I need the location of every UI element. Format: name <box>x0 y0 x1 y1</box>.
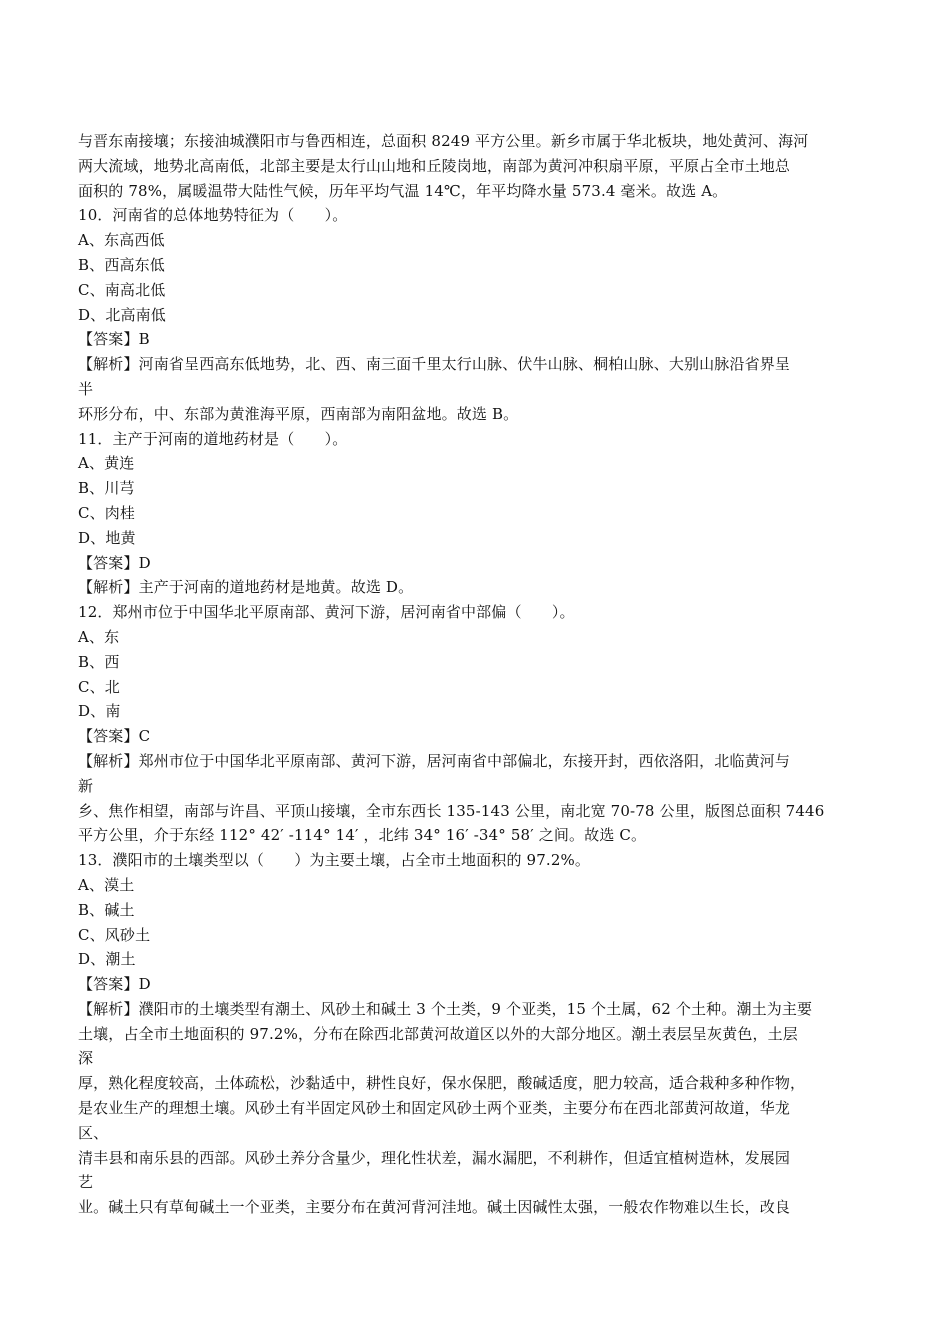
option-a: A、东 <box>78 627 120 646</box>
option-c: C、南高北低 <box>78 280 166 299</box>
explanation: 是农业生产的理想土壤。风砂土有半固定风砂土和固定风砂土两个亚类，主要分布在西北部黄河故道，华龙 <box>78 1099 791 1118</box>
explanation: 【解析】河南省呈西高东低地势，北、西、南三面千里太行山脉、伏牛山脉、桐柏山脉、大别山脉沿省界呈 <box>78 355 791 374</box>
question-13: 13．濮阳市的土壤类型以（ ）为主要土壤，占全市土地面积的 97.2%。 <box>78 851 591 870</box>
question-10: 10．河南省的总体地势特征为（ ）。 <box>78 206 348 225</box>
answer: 【答案】D <box>78 553 151 572</box>
explanation: 乡、焦作相望，南部与许昌、平顶山接壤，全市东西长 135-143 公里，南北宽 70-78 公里，版图总面积 7446 <box>78 801 825 820</box>
option-c: C、北 <box>78 677 120 696</box>
answer: 【答案】D <box>78 975 151 994</box>
explanation: 【解析】濮阳市的土壤类型有潮土、风砂土和碱土 3 个土类，9 个亚类，15 个土属，62 个土种。潮土为主要 <box>78 999 813 1018</box>
explanation: 平方公里，介于东经 112° 42′ -114° 14′ ，北纬 34° 16′ -34° 58′ 之间。故选 C。 <box>78 826 647 845</box>
explanation: 【解析】主产于河南的道地药材是地黄。故选 D。 <box>78 578 414 597</box>
option-c: C、肉桂 <box>78 503 136 522</box>
option-d: D、南 <box>78 702 121 721</box>
question-12: 12．郑州市位于中国华北平原南部、黄河下游，居河南省中部偏（ ）。 <box>78 603 575 622</box>
text-line: 两大流域，地势北高南低，北部主要是太行山山地和丘陵岗地，南部为黄河冲积扇平原，平原占全市土地总 <box>78 156 791 175</box>
option-a: A、黄连 <box>78 454 135 473</box>
document-page <box>78 129 878 1220</box>
option-d: D、地黄 <box>78 528 136 547</box>
option-a: A、漠土 <box>78 875 135 894</box>
explanation: 【解析】郑州市位于中国华北平原南部、黄河下游，居河南省中部偏北，东接开封，西依洛阳，北临黄河与 <box>78 751 791 770</box>
option-b: B、西 <box>78 652 120 671</box>
text-line: 面积的 78%，属暖温带大陆性气候，历年平均气温 14℃，年平均降水量 573.4 毫米。故选 A。 <box>78 181 728 200</box>
explanation: 清丰县和南乐县的西部。风砂土养分含量少，理化性状差，漏水漏肥，不利耕作，但适宜植树造林，发展园 <box>78 1148 791 1167</box>
explanation: 土壤，占全市土地面积的 97.2%，分布在除西北部黄河故道区以外的大部分地区。潮土表层呈灰黄色，土层 <box>78 1024 798 1043</box>
answer: 【答案】C <box>78 727 151 746</box>
answer: 【答案】B <box>78 330 150 349</box>
explanation: 深 <box>78 1049 94 1068</box>
explanation: 厚，熟化程度较高，土体疏松，沙黏适中，耕性良好，保水保肥，酸碱适度，肥力较高，适合栽种多种作物， <box>78 1074 806 1093</box>
text-line: 与晋东南接壤；东接油城濮阳市与鲁西相连，总面积 8249 平方公里。新乡市属于华北板块，地处黄河、海河 <box>78 132 809 150</box>
explanation: 环形分布，中、东部为黄淮海平原，西南部为南阳盆地。故选 B。 <box>78 404 519 423</box>
option-b: B、西高东低 <box>78 255 165 274</box>
option-c: C、风砂土 <box>78 925 151 944</box>
explanation: 区、 <box>78 1123 109 1142</box>
option-d: D、北高南低 <box>78 305 166 324</box>
option-a: A、东高西低 <box>78 231 165 250</box>
question-11: 11．主产于河南的道地药材是（ ）。 <box>78 429 348 448</box>
option-b: B、碱土 <box>78 900 135 919</box>
explanation: 新 <box>78 776 94 795</box>
explanation: 半 <box>78 379 94 398</box>
explanation: 业。碱土只有草甸碱土一个亚类，主要分布在黄河背河洼地。碱土因碱性太强，一般农作物难以生长，改良 <box>78 1198 791 1217</box>
option-d: D、潮土 <box>78 950 136 969</box>
explanation: 艺 <box>78 1173 94 1192</box>
option-b: B、川芎 <box>78 479 135 498</box>
